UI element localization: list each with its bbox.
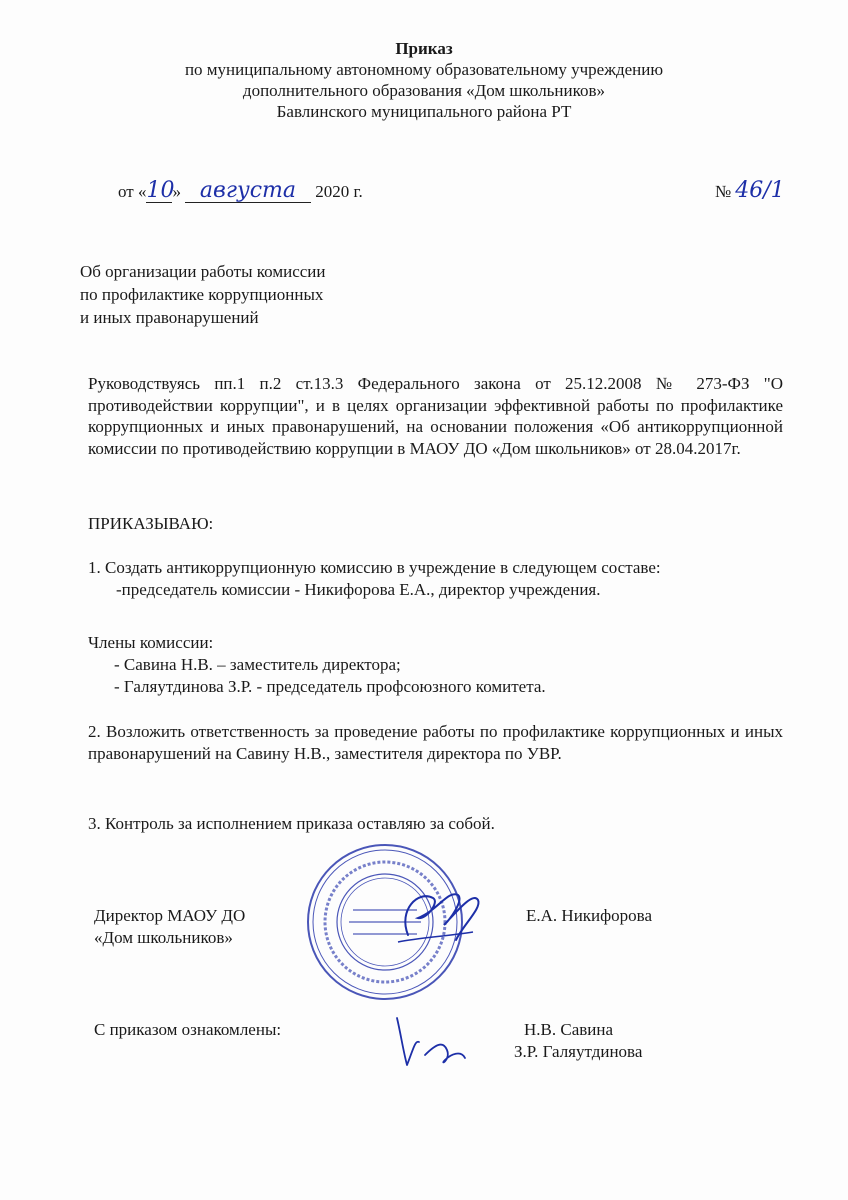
document-header [0,38,848,122]
order-number-label: № [715,182,732,201]
member-1: - Савина Н.В. – заместитель директора; [114,655,401,674]
date-quote-close: » [172,182,181,201]
signature-position-line-1: Директор МАОУ ДО [94,906,246,925]
header-line-1: по муниципальному автономному образовательному учреждению [184,60,664,79]
date-line [118,180,363,203]
order-word: ПРИКАЗЫВАЮ: [88,514,214,533]
item-1: 1. Создать антикоррупционную комиссию в учреждение в следующем составе: [88,558,661,577]
item-3: 3. Контроль за исполнением приказа оставляю за собой. [88,814,495,833]
header-line-2: дополнительного образования «Дом школьников» [242,81,606,100]
subject-line-2: по профилактике коррупционных [80,285,324,304]
document-title: Приказ [395,39,453,58]
date-year: 2020 г. [315,182,363,201]
acknowledged-signature [385,1010,470,1070]
order-number [715,180,785,203]
acknowledged-name-1: Н.В. Савина [524,1020,614,1039]
preamble-paragraph: Руководствуясь пп.1 п.2 ст.13.3 Федерального закона от 25.12.2008 № 273-ФЗ "О противодействии коррупции", и в целях организации эффективной работы по профилактике коррупционных и иных правонарушений, на основании положения «Об антикоррупционной комиссии по противодействию коррупции в МАОУ ДО «Дом школьников» от 28.04.2017г. [88,374,783,458]
signature-position [94,905,245,949]
order-number-value: 46/1 [735,178,785,203]
date-month: августа [185,180,311,203]
item-1-chair: -председатель комиссии - Никифорова Е.А., директор учреждения. [116,580,601,599]
director-signature [378,880,488,955]
acknowledged-label: С приказом ознакомлены: [94,1020,282,1039]
acknowledged-name-2: З.Р. Галяутдинова [514,1042,643,1061]
subject-line-1: Об организации работы комиссии [80,262,326,281]
member-2: - Галяутдинова З.Р. - председатель профсоюзного комитета. [114,677,546,696]
director-name: Е.А. Никифорова [526,906,653,925]
signature-position-line-2: «Дом школьников» [94,928,233,947]
item-2: 2. Возложить ответственность за проведение работы по профилактике коррупционных и иных правонарушений на Савину Н.В., заместителя директора по УВР. [88,722,783,763]
subject-line-3: и иных правонарушений [80,308,259,327]
members-label: Члены комиссии: [88,633,214,652]
date-prefix: от « [118,182,147,201]
order-subject [80,260,325,329]
date-day: 10 [146,178,175,203]
header-line-3: Бавлинского муниципального района РТ [276,102,572,121]
